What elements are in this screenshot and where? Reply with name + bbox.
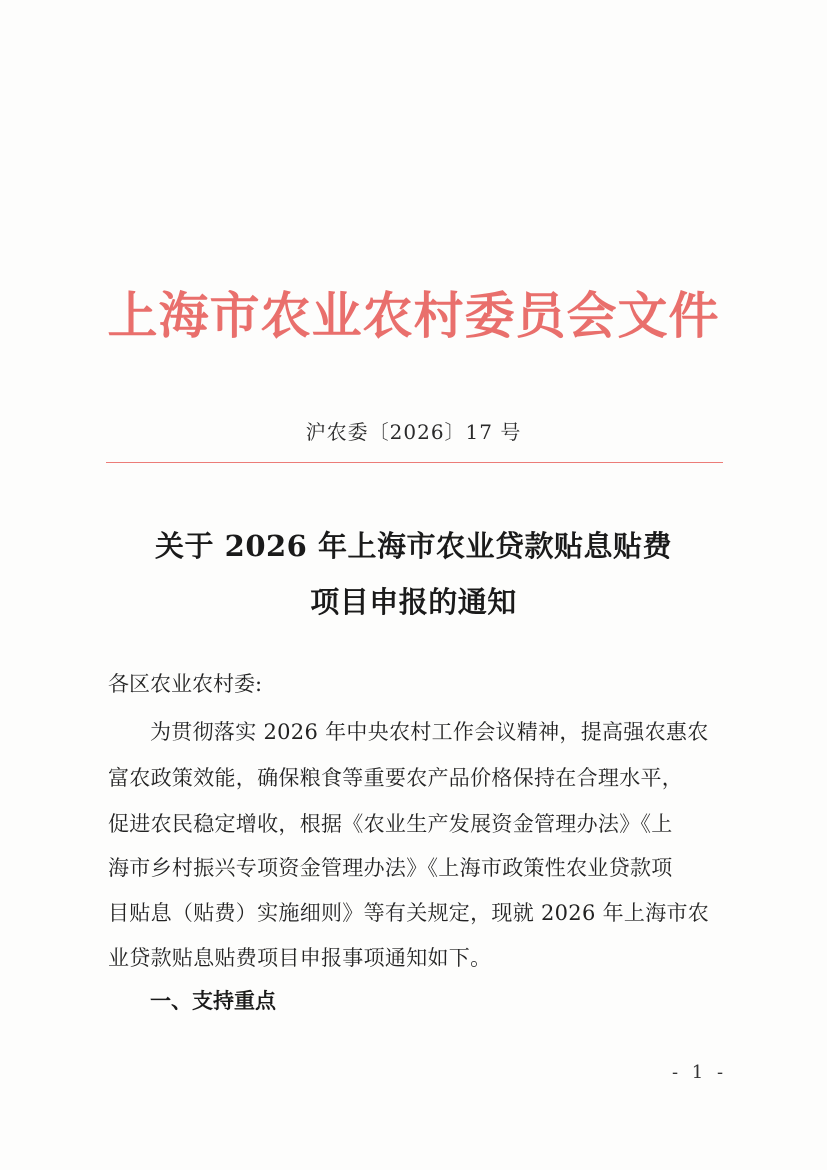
red-divider-line [106,462,723,463]
notice-title-line-2: 项目申报的通知 [310,585,517,619]
page-number: - 1 - [672,1062,728,1083]
notice-title-line-1: 关于 2026 年上海市农业贷款贴息贴费 [155,529,672,563]
section-heading: 一、支持重点 [150,989,276,1013]
document-number: 沪农委〔2026〕17 号 [305,420,522,444]
org-header-title: 上海市农业农村委员会文件 [107,286,720,345]
body-line-1: 为贯彻落实 2026 年中央农村工作会议精神，提高强农惠农 [150,720,709,744]
body-line-4: 海市乡村振兴专项资金管理办法》《上海市政策性农业贷款项 [108,856,673,880]
body-line-2: 富农政策效能，确保粮食等重要农产品价格保持在合理水平， [108,766,684,790]
salutation: 各区农业农村委: [108,672,263,696]
body-line-3: 促进农民稳定增收，根据《农业生产发展资金管理办法》《上 [108,812,673,836]
body-line-6: 业贷款贴息贴费项目申报事项通知如下。 [108,946,492,970]
body-line-5: 目贴息（贴费）实施细则》等有关规定，现就 2026 年上海市农 [108,901,710,925]
